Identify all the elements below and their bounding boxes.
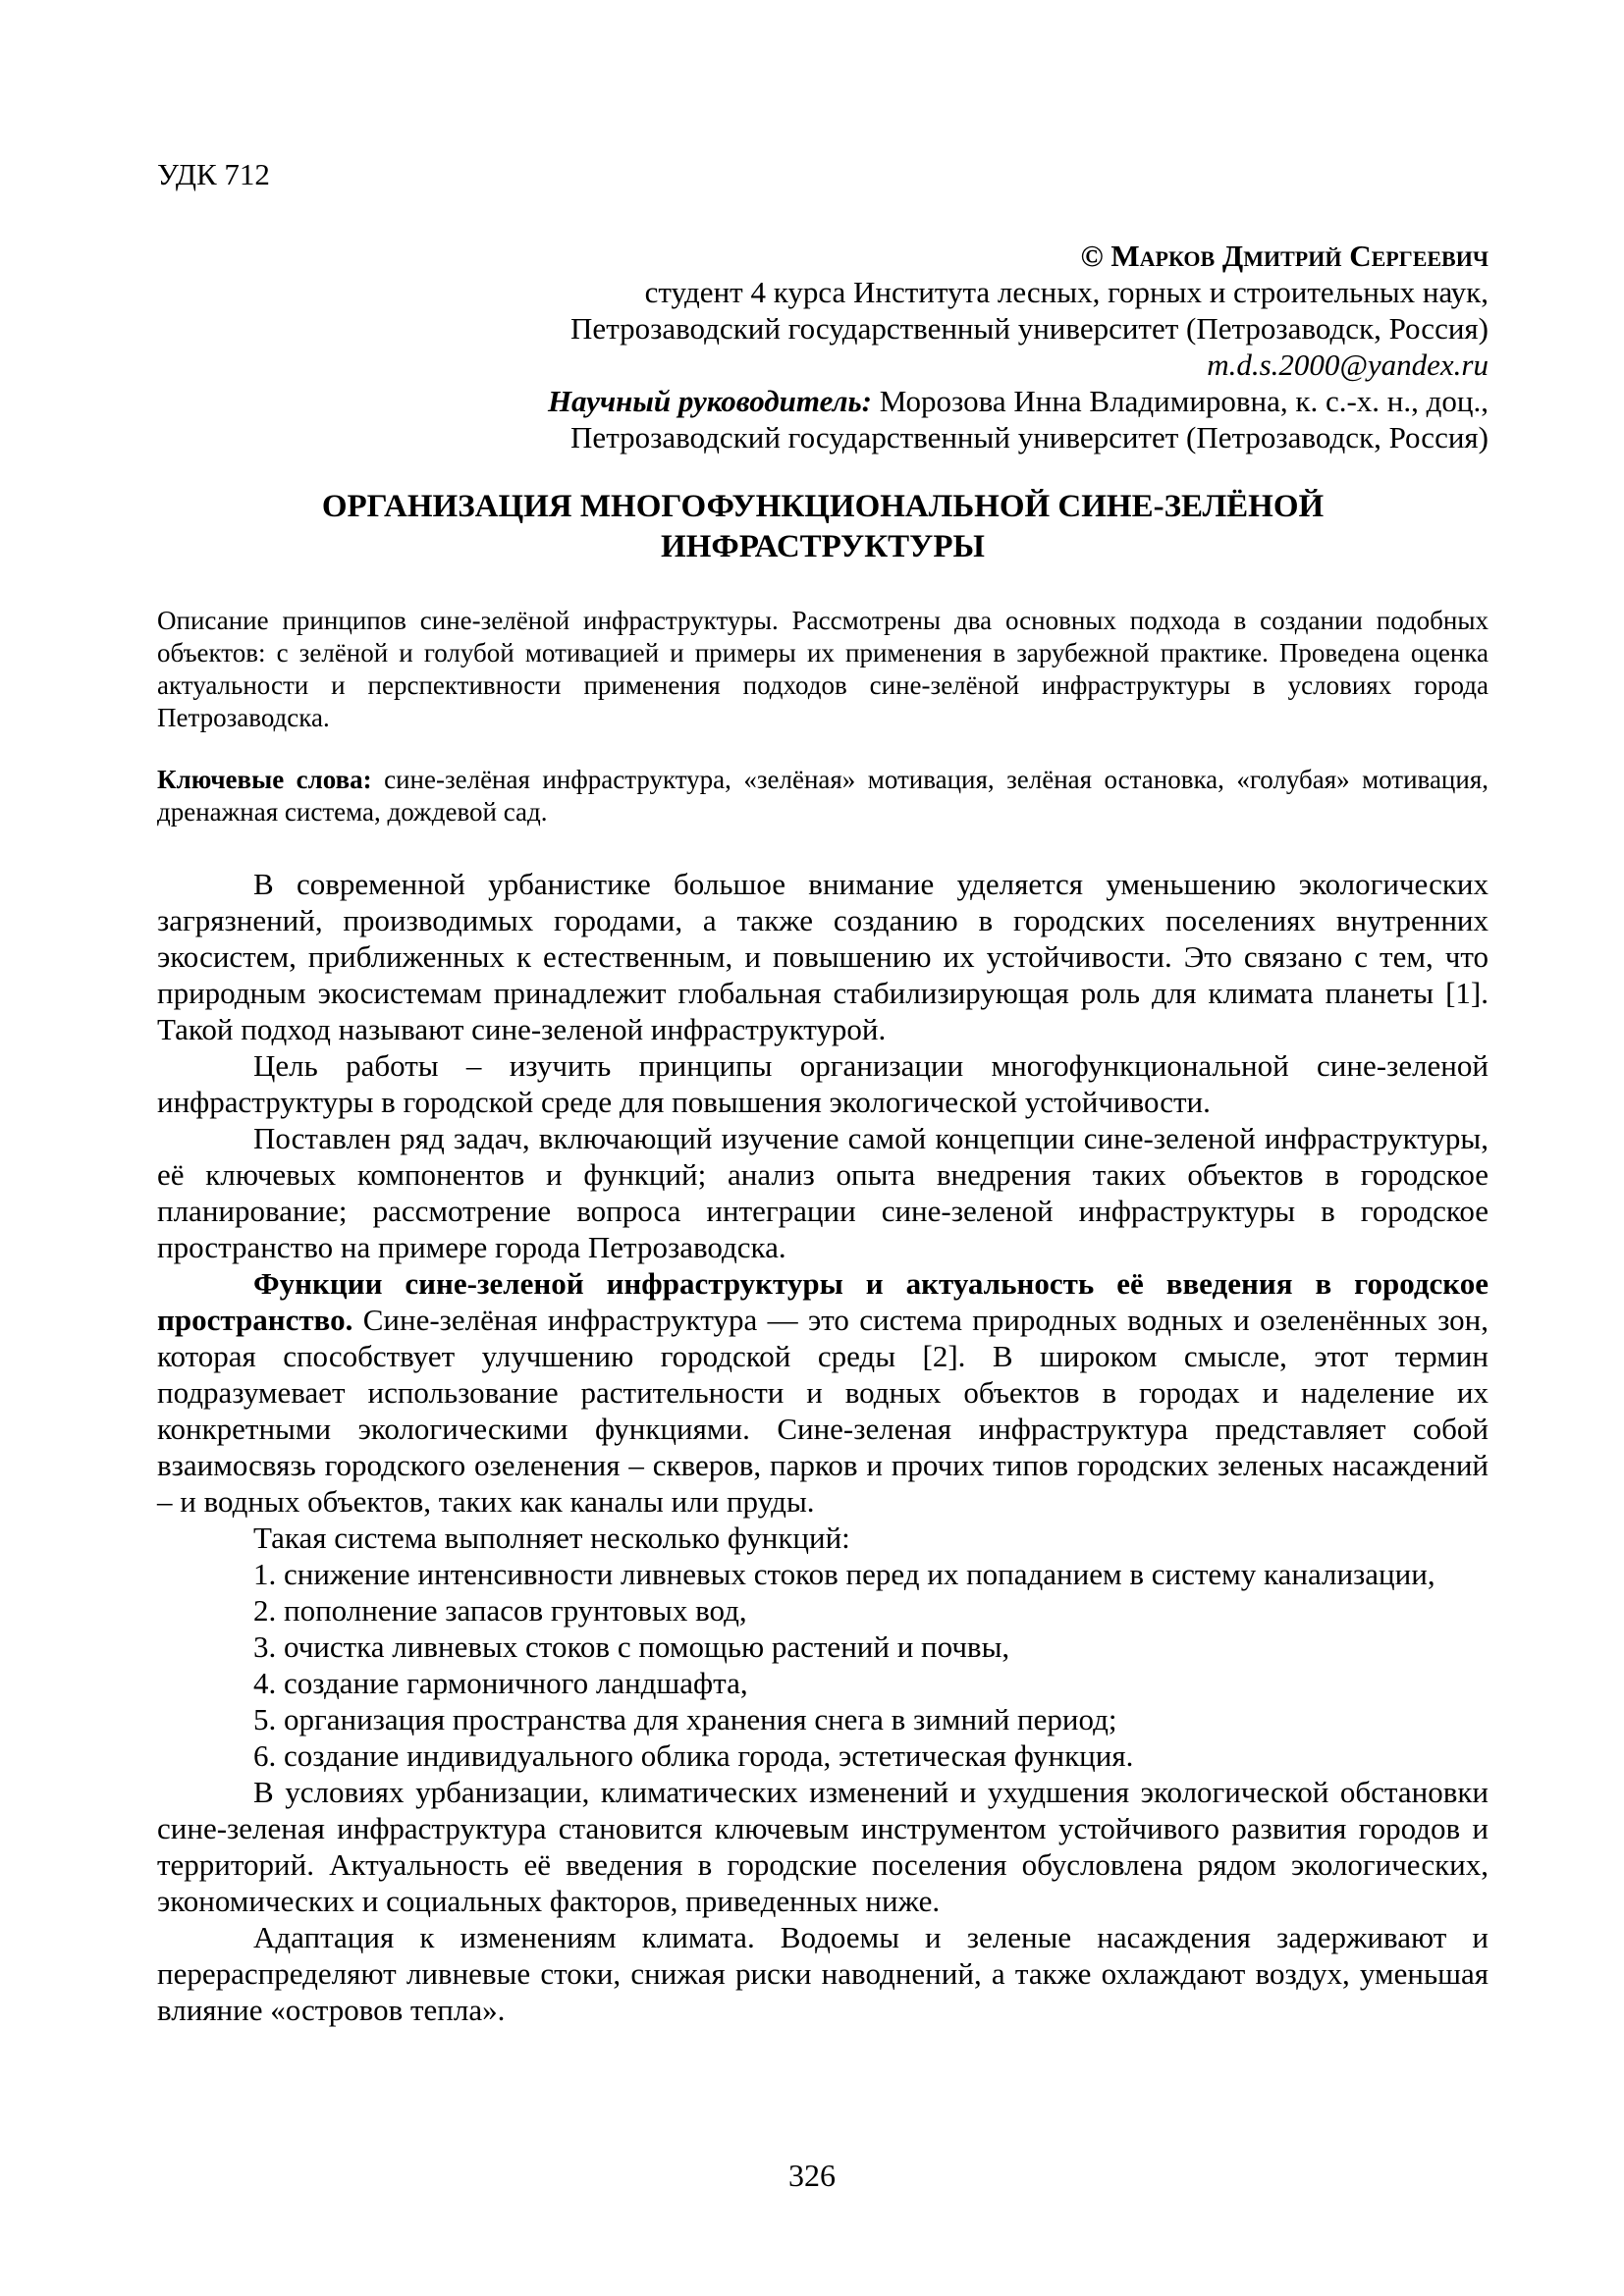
author-email: m.d.s.2000@yandex.ru bbox=[1207, 347, 1489, 382]
list-item: 4. создание гармоничного ландшафта, bbox=[253, 1666, 748, 1700]
paragraph-intro: В современной урбанистике большое внимание уделяется уменьшению экологических загрязнений, производимых городами, а также созданию в городских поселениях внутренних экосистем, приближенных к естественным, и повышению их устойчивости. Это связано с тем, что природным экосистемам принадлежит глобальная стабилизирующая роль для климата планеты [1]. Такой подход называют сине-зеленой инфраструктурой. bbox=[157, 867, 1489, 1046]
list-item: 6. создание индивидуального облика города, эстетическая функция. bbox=[253, 1738, 1134, 1773]
keywords-line bbox=[157, 764, 1489, 828]
author-affiliation: Петрозаводский государственный университет (Петрозаводск, Россия) bbox=[570, 311, 1489, 346]
list-item: 2. пополнение запасов грунтовых вод, bbox=[253, 1593, 747, 1628]
paragraph-urbanization: В условиях урбанизации, климатических изменений и ухудшения экологической обстановки сине-зеленая инфраструктура становится ключевым инструментом устойчивого развития городов и территорий. Актуальность её введения в городские поселения обусловлена рядом экологических, экономических и социальных факторов, приведенных ниже. bbox=[157, 1775, 1489, 1918]
supervisor-affiliation: Петрозаводский государственный университет (Петрозаводск, Россия) bbox=[570, 420, 1489, 454]
article-title: ОРГАНИЗАЦИЯ МНОГОФУНКЦИОНАЛЬНОЙ СИНЕ-ЗЕЛЁНОЙ ИНФРАСТРУКТУРЫ bbox=[321, 489, 1325, 564]
paragraph-functions bbox=[157, 1265, 1489, 1520]
keywords-text: сине-зелёная инфраструктура, «зелёная» мотивация, зелёная остановка, «голубая» мотивация, дренажная система, дождевой сад. bbox=[157, 765, 1489, 827]
list-item: 1. снижение интенсивности ливневых стоков перед их попаданием в систему канализации, bbox=[253, 1557, 1435, 1591]
list-item: 5. организация пространства для хранения снега в зимний период; bbox=[253, 1702, 1117, 1736]
supervisor-name: Морозова Инна Владимировна, к. с.-х. н., доц., bbox=[872, 384, 1489, 418]
author-role: студент 4 курса Института лесных, горных и строительных наук, bbox=[644, 275, 1489, 309]
abstract-text: Описание принципов сине-зелёной инфраструктуры. Рассмотрены два основных подхода в создании подобных объектов: с зелёной и голубой мотивацией и примеры их применения в зарубежной практике. Проведена оценка актуальности и перспективности применения подходов сине-зелёной инфраструктуры в условиях города Петрозаводска. bbox=[157, 606, 1489, 732]
paragraph-functions-text: Сине-зелёная инфраструктура — это система природных водных и озеленённых зон, которая способствует улучшению городской среды [2]. В широком смысле, этот термин подразумевает использование растительности и водных объектов в городах и наделение их конкретными экологическими функциями. Сине-зеленая инфраструктура представляет собой взаимосвязь городского озеленения – скверов, парков и прочих типов городских зеленых насаждений – и водных объектов, таких как каналы или пруды. bbox=[157, 1303, 1489, 1519]
paragraph-tasks: Поставлен ряд задач, включающий изучение самой концепции сине-зеленой инфраструктуры, её ключевых компонентов и функций; анализ опыта внедрения таких объектов в городское планирование; рассмотрение вопроса интеграции сине-зеленой инфраструктуры в городское пространство на примере города Петрозаводска. bbox=[157, 1121, 1489, 1264]
supervisor-label: Научный руководитель: bbox=[547, 384, 873, 418]
page-number: 326 bbox=[788, 2158, 836, 2193]
article-body bbox=[157, 866, 1489, 2028]
keywords-label: Ключевые слова: bbox=[157, 765, 372, 794]
paragraph-adaptation: Адаптация к изменениям климата. Водоемы и зеленые насаждения задерживают и перераспределяют ливневые стоки, снижая риски наводнений, а также охлаждают воздух, уменьшая влияние «островов тепла». bbox=[157, 1920, 1489, 2027]
author-name: © Марков Дмитрий Сергеевич bbox=[1080, 239, 1489, 273]
list-item: 3. очистка ливневых стоков с помощью растений и почвы, bbox=[253, 1629, 1010, 1664]
byline-block bbox=[157, 238, 1489, 455]
paragraph-system-functions: Такая система выполняет несколько функций: bbox=[253, 1521, 850, 1555]
udc-label: УДК 712 bbox=[157, 157, 270, 191]
paragraph-goal: Цель работы – изучить принципы организации многофункциональной сине-зеленой инфраструктуры в городской среде для повышения экологической устойчивости. bbox=[157, 1048, 1489, 1119]
supervisor-line bbox=[157, 383, 1489, 419]
paragraph-functions-heading: Функции сине-зеленой инфраструктуры и актуальность её введения в городское пространство. bbox=[157, 1266, 1489, 1337]
